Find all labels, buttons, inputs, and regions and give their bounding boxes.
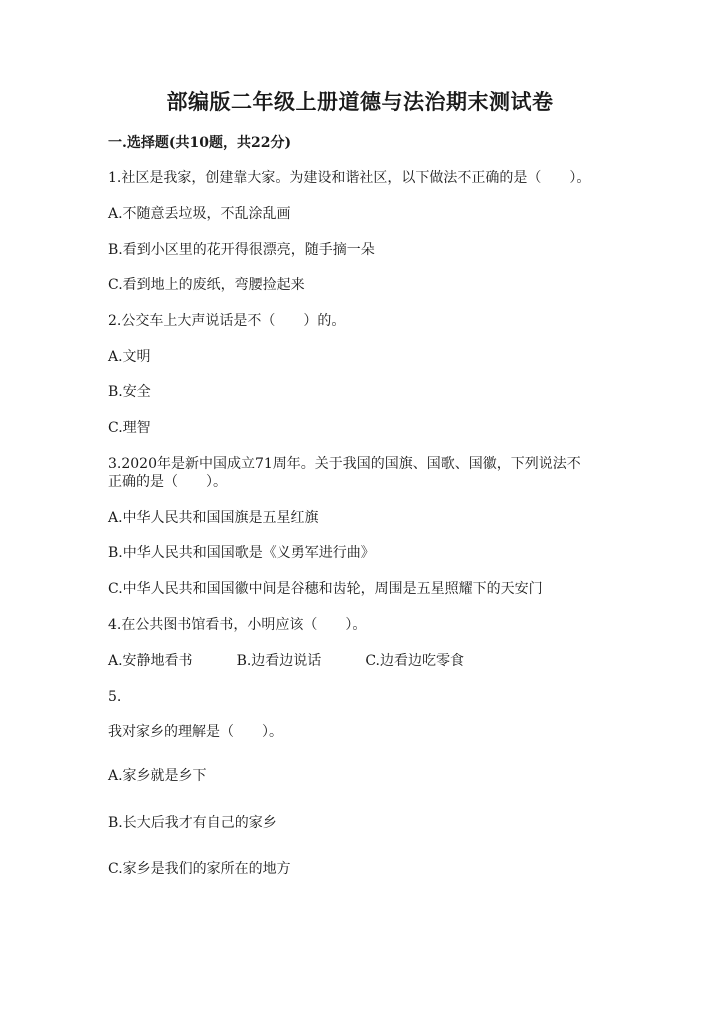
question-3-stem-line-2: 正确的是（ ）。 bbox=[108, 474, 227, 490]
question-5-option-b: B.长大后我才有自己的家乡 bbox=[108, 815, 277, 831]
question-1-option-c: C.看到地上的废纸，弯腰捡起来 bbox=[108, 277, 305, 293]
page-title: 部编版二年级上册道德与法治期末测试卷 bbox=[166, 89, 554, 114]
question-3-option-c: C.中华人民共和国国徽中间是谷穗和齿轮，周围是五星照耀下的天安门 bbox=[108, 581, 543, 597]
question-2-stem: 2.公交车上大声说话是不（ ）的。 bbox=[108, 313, 346, 329]
question-1-option-a: A.不随意丢垃圾，不乱涂乱画 bbox=[108, 206, 291, 222]
question-4-stem: 4.在公共图书馆看书，小明应该（ ）。 bbox=[108, 617, 367, 633]
section-heading: 一.选择题(共10题，共22分) bbox=[108, 135, 292, 151]
question-2-option-c: C.理智 bbox=[108, 420, 151, 436]
question-5-stem: 我对家乡的理解是（ ）。 bbox=[108, 724, 283, 740]
question-3-stem-line-1: 3.2020年是新中国成立71周年。关于我国的国旗、国歌、国徽，下列说法不 bbox=[108, 456, 581, 472]
question-5-option-a: A.家乡就是乡下 bbox=[108, 768, 207, 784]
question-3-option-a: A.中华人民共和国国旗是五星红旗 bbox=[108, 510, 319, 526]
question-4-option-c: C.边看边吃零食 bbox=[365, 653, 464, 669]
question-4-options bbox=[108, 651, 508, 671]
question-2-option-a: A.文明 bbox=[108, 349, 151, 365]
question-4-option-b: B.边看边说话 bbox=[236, 653, 322, 669]
question-4-option-a: A.安静地看书 bbox=[108, 653, 193, 669]
question-5-option-c: C.家乡是我们的家所在的地方 bbox=[108, 861, 291, 877]
question-1-stem: 1.社区是我家，创建靠大家。为建设和谐社区，以下做法不正确的是（ ）。 bbox=[108, 170, 591, 186]
question-5-number: 5. bbox=[108, 689, 122, 705]
question-2-option-b: B.安全 bbox=[108, 384, 151, 400]
question-3-option-b: B.中华人民共和国国歌是《义勇军进行曲》 bbox=[108, 545, 375, 561]
question-1-option-b: B.看到小区里的花开得很漂亮，随手摘一朵 bbox=[108, 242, 375, 258]
